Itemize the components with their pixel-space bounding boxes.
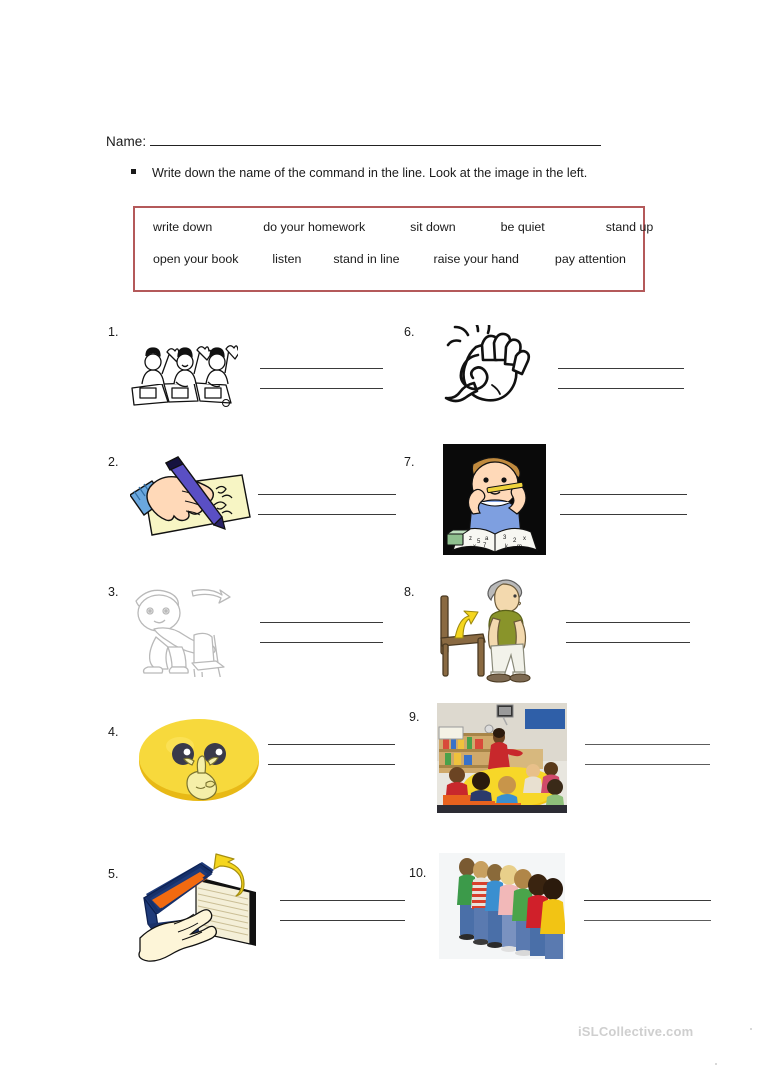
- answer-lines[interactable]: [260, 368, 383, 408]
- smiley-face-shhh-be-quiet: [136, 713, 262, 810]
- classroom-students-paying-attention-photo: [437, 703, 567, 818]
- child-sitting-down-on-chair-line-art: [134, 583, 248, 682]
- answer-lines[interactable]: [566, 622, 690, 662]
- islcollective-watermark: iSLCollective.com: [578, 1024, 694, 1039]
- svg-text:5: 5: [477, 539, 481, 545]
- answer-line[interactable]: [260, 622, 383, 623]
- answer-line[interactable]: [584, 920, 711, 921]
- footer-dot-right: [750, 1028, 752, 1030]
- item-number: 10.: [409, 866, 427, 880]
- answer-line[interactable]: [258, 494, 396, 495]
- word-bank-row-2: [145, 252, 633, 284]
- person-standing-up-from-chair: [435, 572, 545, 689]
- name-input-blank[interactable]: [150, 132, 601, 146]
- answer-line[interactable]: [258, 514, 396, 515]
- answer-line[interactable]: [560, 514, 687, 515]
- answer-line[interactable]: [268, 744, 395, 745]
- answer-line[interactable]: [566, 642, 690, 643]
- item-number: 6.: [404, 325, 415, 339]
- boy-doing-homework-photo: [443, 444, 546, 560]
- answer-line[interactable]: [585, 764, 710, 765]
- answer-line[interactable]: [260, 368, 383, 369]
- svg-text:m: m: [517, 544, 522, 550]
- item-number: 7.: [404, 455, 415, 469]
- svg-text:2: 2: [513, 538, 517, 544]
- item-number: 1.: [108, 325, 119, 339]
- answer-lines[interactable]: [258, 494, 396, 534]
- children-standing-in-line-photo: [439, 853, 565, 964]
- answer-line[interactable]: [268, 764, 395, 765]
- answer-line[interactable]: [585, 744, 710, 745]
- svg-text:z: z: [469, 536, 472, 542]
- answer-line[interactable]: [280, 920, 405, 921]
- answer-line[interactable]: [558, 388, 684, 389]
- svg-text:x: x: [523, 536, 526, 542]
- word-bank-item: listen: [272, 252, 302, 266]
- word-bank-item: sit down: [410, 220, 456, 234]
- svg-text:7: 7: [483, 543, 487, 549]
- svg-text:a: a: [485, 536, 489, 542]
- word-bank-item: stand up: [605, 220, 654, 234]
- answer-line[interactable]: [566, 622, 690, 623]
- item-number: 4.: [108, 725, 119, 739]
- word-bank-item: do your homework: [263, 220, 366, 234]
- hand-opening-orange-book: [138, 852, 278, 975]
- item-number: 2.: [108, 455, 119, 469]
- word-bank-item: be quiet: [500, 220, 545, 234]
- word-bank-item: stand in line: [333, 252, 400, 266]
- instruction-text: Write down the name of the command in the line. Look at the image in the left.: [152, 166, 588, 180]
- answer-line[interactable]: [560, 494, 687, 495]
- answer-line[interactable]: [558, 368, 684, 369]
- svg-text:k: k: [505, 544, 508, 550]
- word-bank-box: [133, 206, 654, 292]
- answer-lines[interactable]: [268, 744, 395, 784]
- answer-lines[interactable]: [558, 368, 684, 408]
- footer-dot-bottom: [715, 1063, 717, 1065]
- answer-line[interactable]: [280, 900, 405, 901]
- item-number: 5.: [108, 867, 119, 881]
- svg-text:x: x: [473, 544, 476, 550]
- answer-lines[interactable]: [560, 494, 687, 534]
- name-field-row: [106, 132, 601, 149]
- answer-lines[interactable]: [260, 622, 383, 662]
- word-bank-row-1: [145, 220, 654, 252]
- answer-line[interactable]: [260, 642, 383, 643]
- answer-line[interactable]: [584, 900, 711, 901]
- answer-line[interactable]: [260, 388, 383, 389]
- item-number: 8.: [404, 585, 415, 599]
- word-bank-item: raise your hand: [433, 252, 519, 266]
- answer-lines[interactable]: [585, 744, 710, 784]
- word-bank-item: open your book: [153, 252, 239, 266]
- answer-lines[interactable]: [584, 900, 711, 940]
- item-number: 9.: [409, 710, 420, 724]
- item-number: 3.: [108, 585, 119, 599]
- hand-cupped-to-ear-listen-line-art: [430, 325, 540, 415]
- answer-lines[interactable]: [280, 900, 405, 940]
- instruction-row: [131, 166, 651, 180]
- word-bank-item: pay attention: [554, 252, 626, 266]
- word-bank-item: write down: [153, 220, 213, 234]
- students-raising-hands-line-art: [128, 330, 238, 415]
- square-bullet-icon: [131, 169, 136, 174]
- svg-text:3: 3: [503, 535, 507, 541]
- hand-writing-on-paper-clipart: [130, 455, 256, 545]
- name-label: Name:: [106, 134, 147, 149]
